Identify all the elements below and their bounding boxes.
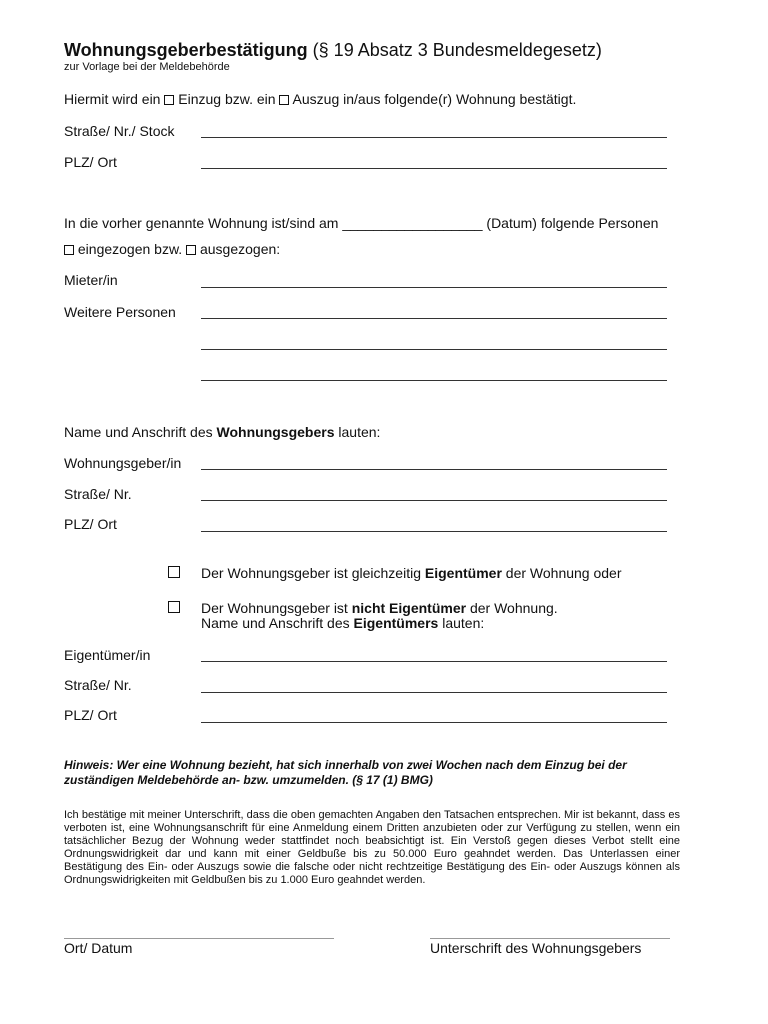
landlord-heading [64,424,380,440]
persons-sentence [64,215,658,231]
opt2-line2-bold: Eigentümers [353,615,439,631]
opt2-text-bold: nicht Eigentümer [351,600,467,616]
option-is-owner [201,565,622,581]
opt2-text-b: der Wohnung. [466,600,558,616]
intro-auszug-label: Auszug in/aus folgende(r) Wohnung bestätigt. [289,91,577,107]
owner-street-label: Straße/ Nr. [64,677,132,693]
opt2-line2-a: Name und Anschrift des [201,615,354,631]
street-input-line[interactable] [201,137,667,138]
title-subtitle: zur Vorlage bei der Meldebehörde [64,61,230,73]
checkbox-eingezogen[interactable] [64,245,74,255]
city-label: PLZ/ Ort [64,154,117,170]
tenant-input-line[interactable] [201,287,667,288]
checkbox-not-owner[interactable] [168,601,180,613]
landlord-city-label: PLZ/ Ort [64,516,117,532]
date-blank[interactable]: __________________ [342,215,483,231]
declaration-text: Ich bestätige mit meiner Unterschrift, dass die oben gemachten Angaben den Tatsachen entsprechen. Mir ist bekannt, dass es verboten ist, eine Wohnungsanschrift für eine Anmeldung einem Dritten anzubieten oder zur Verfügung zu stellen, wenn ein tatsächlicher Bezug der Wohnung weder stattfindet noch beabsichtigt ist. Ein Verstoß gegen dieses Verbot stellt eine Ordnungswidrigkeit dar und kann mit einer Geldbuße bis zu 50.000 Euro geahndet werden. Das Unterlassen einer Bestätigung des Ein- oder Auszugs sowie die falsche oder nicht rechtzeitige Bestätigung des Ein- oder Auszugs können als Ordnungswidrigkeiten mit Geldbußen bis zu 1.000 Euro geahndet werden. [64,809,680,886]
owner-city-input-line[interactable] [201,722,667,723]
landlord-street-input-line[interactable] [201,500,667,501]
landlord-city-input-line[interactable] [201,531,667,532]
checkbox-auszug[interactable] [279,95,289,105]
intro-einzug-label: Einzug bzw. ein [174,91,280,107]
opt1-text-bold: Eigentümer [424,565,502,581]
street-label: Straße/ Nr./ Stock [64,123,175,139]
landlord-name-input-line[interactable] [201,469,667,470]
option-not-owner-line2 [201,615,484,631]
landlord-heading-a: Name und Anschrift des [64,424,217,440]
opt2-line2-b: lauten: [438,615,485,631]
title-law: (§ 19 Absatz 3 Bundesmeldegesetz) [307,40,602,60]
signature-line[interactable] [430,938,670,939]
option-not-owner [201,600,558,616]
place-date-label: Ort/ Datum [64,940,133,956]
opt2-text-a: Der Wohnungsgeber ist [201,600,352,616]
move-options [64,241,280,257]
checkbox-einzug[interactable] [164,95,174,105]
checkbox-ausgezogen[interactable] [186,245,196,255]
opt1-text-b: der Wohnung oder [501,565,622,581]
others-input-line-3[interactable] [201,380,667,381]
eingezogen-label: eingezogen bzw. [74,241,187,257]
owner-name-input-line[interactable] [201,661,667,662]
city-input-line[interactable] [201,168,667,169]
others-label: Weitere Personen [64,304,176,320]
checkbox-is-owner[interactable] [168,566,180,578]
opt1-text-a: Der Wohnungsgeber ist gleichzeitig [201,565,425,581]
signature-label: Unterschrift des Wohnungsgebers [430,940,642,956]
landlord-name-label: Wohnungsgeber/in [64,455,182,471]
landlord-heading-bold: Wohnungsgebers [216,424,335,440]
legal-notice: Hinweis: Wer eine Wohnung bezieht, hat sich innerhalb von zwei Wochen nach dem Einzug bei der zuständigen Meldebehörde an- bzw. umzumelden. (§ 17 (1) BMG) [64,758,627,787]
owner-city-label: PLZ/ Ort [64,707,117,723]
page-title [64,40,602,61]
owner-street-input-line[interactable] [201,692,667,693]
title-main: Wohnungsgeberbestätigung [64,40,308,60]
landlord-heading-b: lauten: [334,424,381,440]
place-date-line[interactable] [64,938,334,939]
intro-line [64,91,576,107]
persons-text-a: In die vorher genannte Wohnung ist/sind am [64,215,343,231]
owner-name-label: Eigentümer/in [64,647,151,663]
landlord-street-label: Straße/ Nr. [64,486,132,502]
tenant-label: Mieter/in [64,272,118,288]
others-input-line-2[interactable] [201,349,667,350]
persons-text-b: (Datum) folgende Personen [482,215,659,231]
others-input-line-1[interactable] [201,318,667,319]
ausgezogen-label: ausgezogen: [196,241,281,257]
intro-text: Hiermit wird ein [64,91,165,107]
